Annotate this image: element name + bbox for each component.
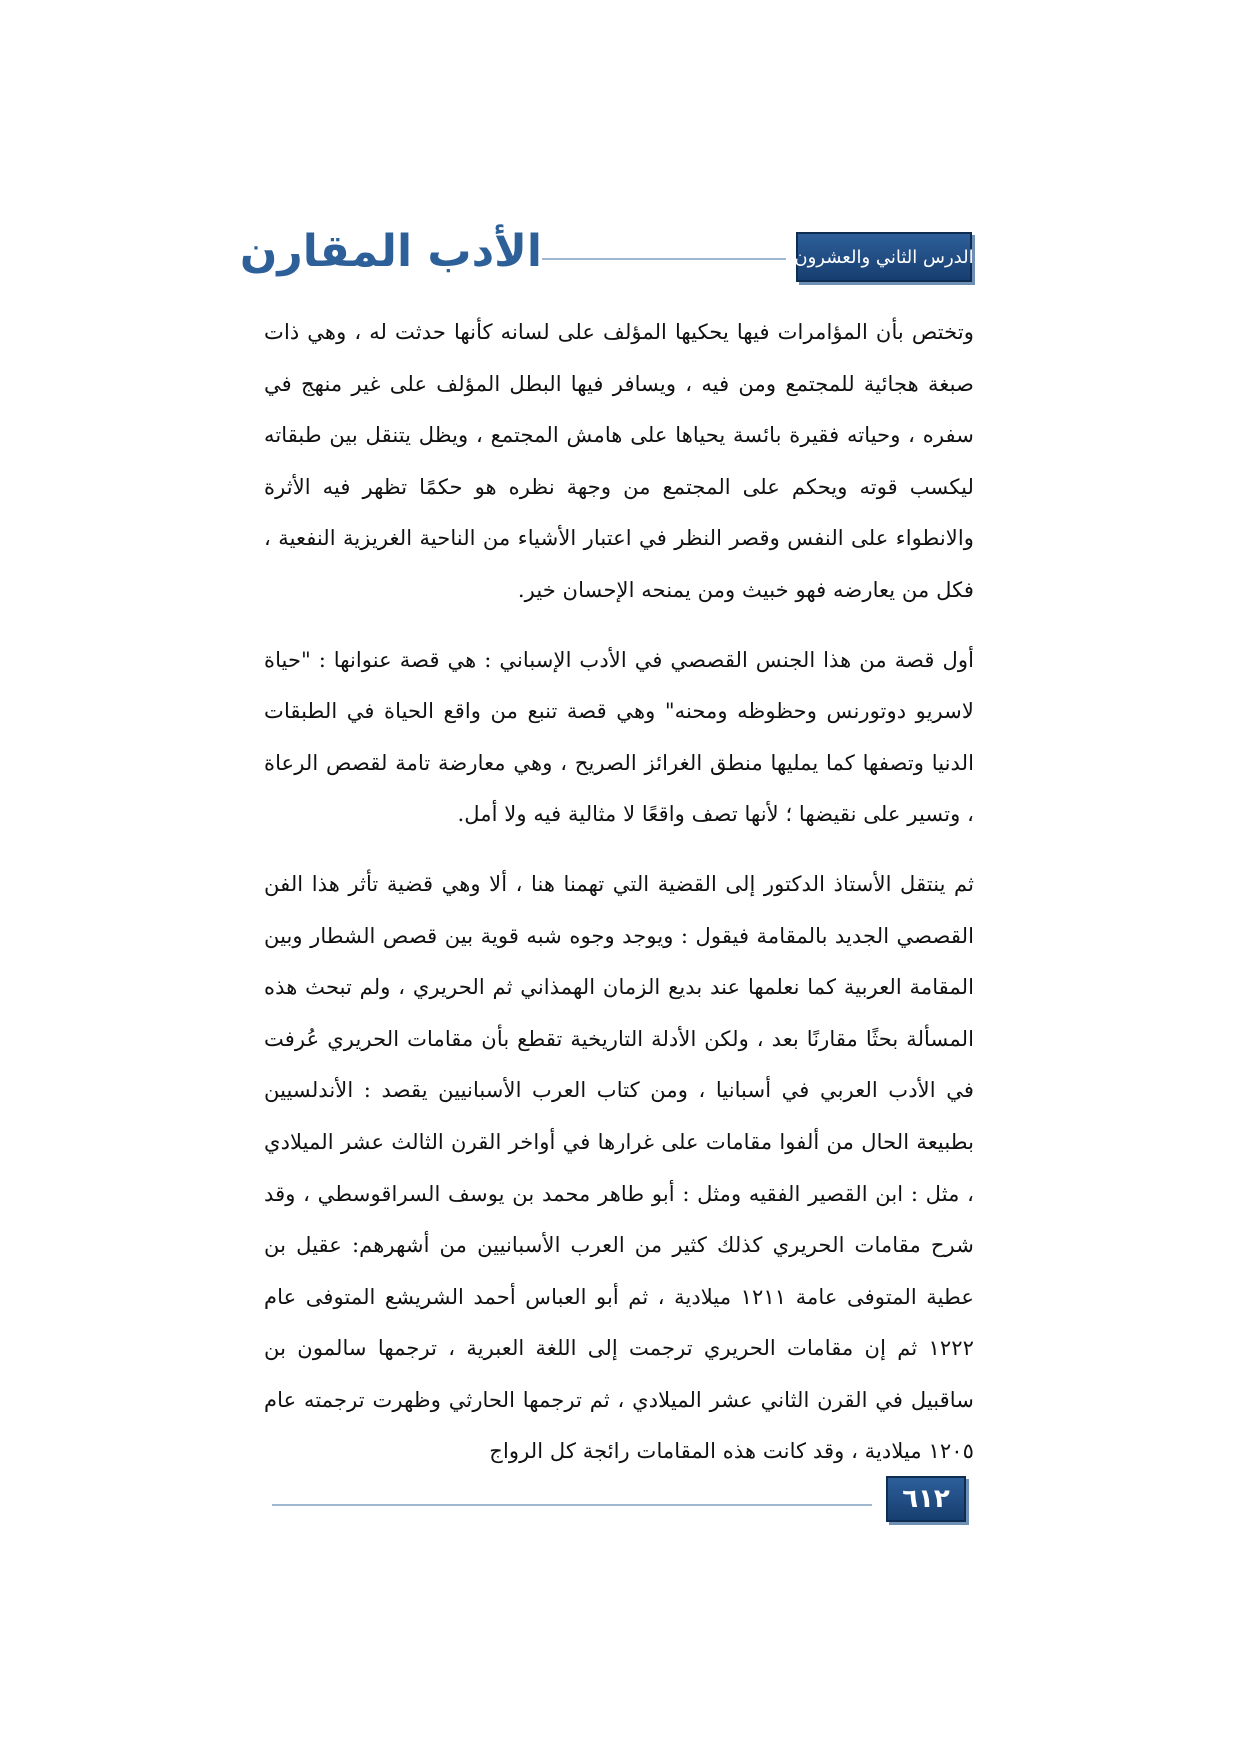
book-title: الأدب المقارن — [239, 226, 542, 277]
page-header — [239, 226, 974, 286]
footer-divider — [272, 1504, 872, 1506]
header-divider — [542, 258, 786, 260]
page-body — [264, 306, 974, 1477]
paragraph-3: ثم ينتقل الأستاذ الدكتور إلى القضية التي تهمنا هنا ، ألا وهي قضية تأثر هذا الفن القصصي الجديد بالمقامة فيقول : ويوجد وجوه شبه قوية بين قصص الشطار وبين المقامة العربية كما نعلمها عند بديع الزمان الهمذاني ثم الحريري ، ولم تبحث هذه المسألة بحثًا مقارنًا بعد ، ولكن الأدلة التاريخية تقطع بأن مقامات الحريري عُرفت في الأدب العربي في أسبانيا ، ومن كتاب العرب الأسبانيين يقصد : الأندلسيين بطبيعة الحال من ألفوا مقامات على غرارها في أواخر القرن الثالث عشر الميلادي ، مثل : ابن القصير الفقيه ومثل : أبو طاهر محمد بن يوسف السراقوسطي ، وقد شرح مقامات الحريري كذلك كثير من العرب الأسبانيين من أشهرهم: عقيل بن عطية المتوفى عامة ١٢١١ ميلادية ، ثم أبو العباس أحمد الشريشع المتوفى عام ١٢٢٢ ثم إن مقامات الحريري ترجمت إلى اللغة العبرية ، ترجمها سالمون بن ساقبيل في القرن الثاني عشر الميلادي ، ثم ترجمها الحارثي وظهرت ترجمته عام ١٢٠٥ ميلادية ، وقد كانت هذه المقامات رائجة كل الرواج — [264, 870, 974, 1464]
paragraph-2: أول قصة من هذا الجنس القصصي في الأدب الإسباني : هي قصة عنوانها : "حياة لاسريو دوتورنس وحظوظه ومحنه" وهي قصة تنبع من واقع الحياة في الطبقات الدنيا وتصفها كما يمليها منطق الغرائز الصريح ، وهي معارضة تامة لقصص الرعاة ، وتسير على نقيضها ؛ لأنها تصف واقعًا لا مثالية فيه ولا أمل. — [264, 646, 974, 827]
lesson-badge: الدرس الثاني والعشرون — [796, 232, 972, 282]
paragraph-1: وتختص بأن المؤامرات فيها يحكيها المؤلف على لسانه كأنها حدثت له ، وهي ذات صبغة هجائية للمجتمع ومن فيه ، ويسافر فيها البطل المؤلف على غير منهج في سفره ، وحياته فقيرة بائسة يحياها على هامش المجتمع ، ويظل يتنقل بين طبقاته ليكسب قوته ويحكم على المجتمع من وجهة نظره هو حكمًا تظهر فيه الأثرة والانطواء على النفس وقصر النظر في اعتبار الأشياء من الناحية الغريزية النفعية ، فكل من يعارضه فهو خبيث ومن يمنحه الإحسان خير. — [264, 319, 974, 602]
page-number: ٦١٢ — [886, 1476, 966, 1522]
